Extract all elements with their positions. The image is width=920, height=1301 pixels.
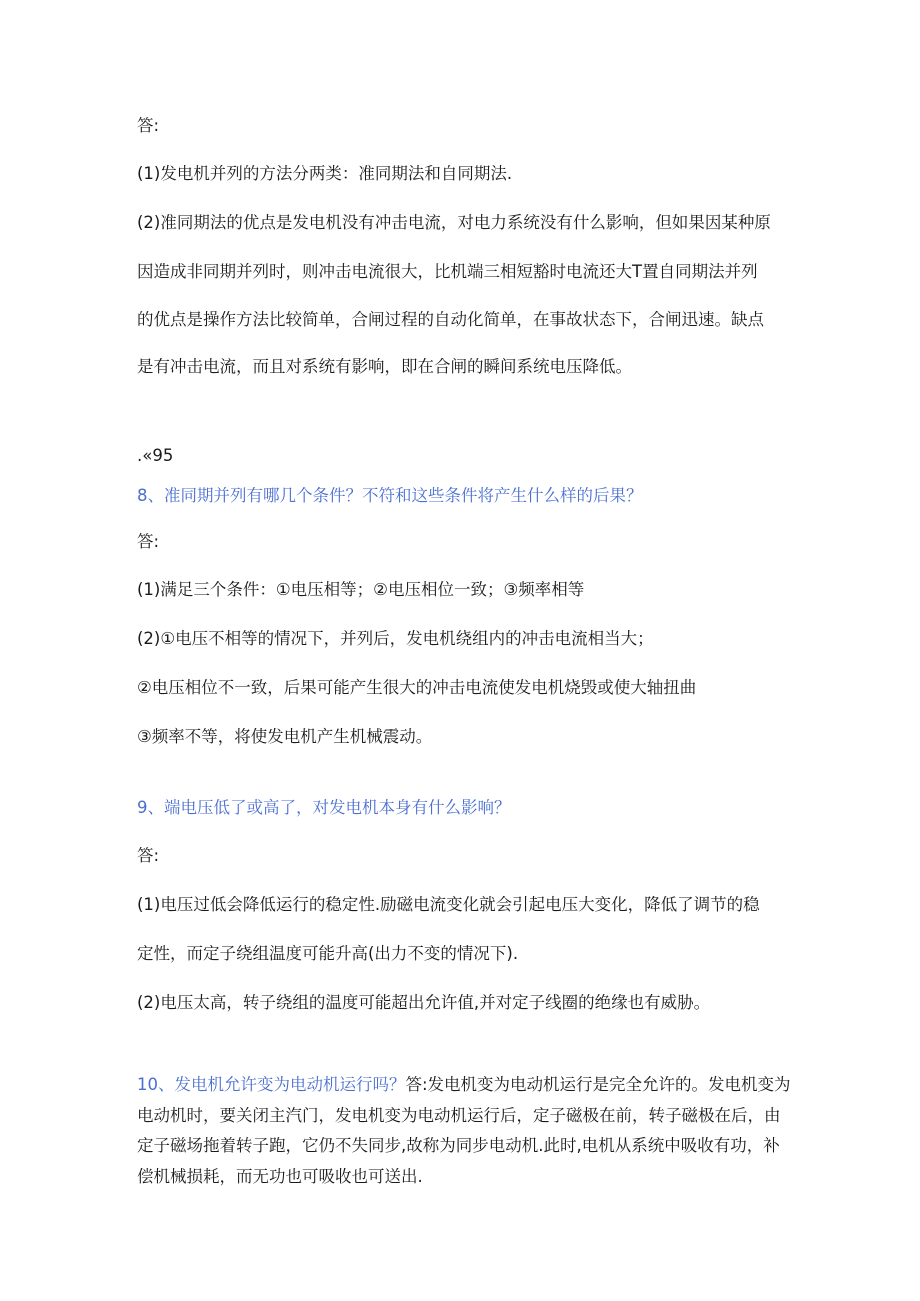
- answer-line: (1)发电机并列的方法分两类：准同期法和自同期法.: [137, 164, 513, 183]
- answer-line: 是有冲击电流，而且对系统有影响，即在合闸的瞬间系统电压降低。: [137, 357, 632, 376]
- answer-line: (1)电压过低会降低运行的稳定性.励磁电流变化就会引起电压大变化，降低了调节的稳: [137, 895, 760, 914]
- question-10-heading: 10、发电机允许变为电动机运行吗？: [137, 1075, 406, 1094]
- answer-label: 答:: [137, 532, 160, 551]
- answer-line: (1)满足三个条件：①电压相等；②电压相位一致；③频率相等: [137, 580, 585, 599]
- answer-line: ②电压相位不一致，后果可能产生很大的冲击电流使发电机烧毁或使大轴扭曲: [137, 678, 697, 697]
- answer-line: (2)电压太高，转子绕组的温度可能超出允许值,并对定子线圈的绝缘也有威胁。: [137, 993, 711, 1012]
- answer-line: 的优点是操作方法比较简单，合闸过程的自动化简单，在事故状态下，合闸迅速。缺点: [137, 310, 764, 329]
- question-10-answer: 答:发电机变为电动机运行是完全允许的。发电机变为电动机时，要关闭主汽门，发电机变为电动机运行后，定子磁极在前，转子磁极在后，由定子磁场拖着转子跑，它仍不失同步,故称为同步电动机.此时,电机从系统中吸收有功，补偿机械损耗，而无功也可吸收也可送出.: [137, 1075, 791, 1186]
- question-9-heading: 9、端电压低了或高了，对发电机本身有什么影响？: [137, 798, 511, 817]
- answer-line: 因造成非同期并列时，则冲击电流很大，比机端三相短豁时电流还大T置自同期法并列: [137, 262, 758, 281]
- answer-label: 答:: [137, 116, 160, 135]
- question-8-heading: 8、准同期并列有哪几个条件？不符和这些条件将产生什么样的后果？: [137, 486, 643, 505]
- stray-mark: .«95: [137, 446, 174, 465]
- question-10-paragraph: [137, 1070, 792, 1192]
- answer-line: (2)①电压不相等的情况下，并列后，发电机绕组内的冲击电流相当大；: [137, 629, 654, 648]
- answer-label: 答:: [137, 846, 160, 865]
- answer-line: (2)准同期法的优点是发电机没有冲击电流，对电力系统没有什么影响，但如果因某种原: [137, 213, 771, 232]
- answer-line: 定性，而定子绕组温度可能升高(出力不变的情况下).: [137, 944, 519, 963]
- answer-line: ③频率不等，将使发电机产生机械震动。: [137, 727, 433, 746]
